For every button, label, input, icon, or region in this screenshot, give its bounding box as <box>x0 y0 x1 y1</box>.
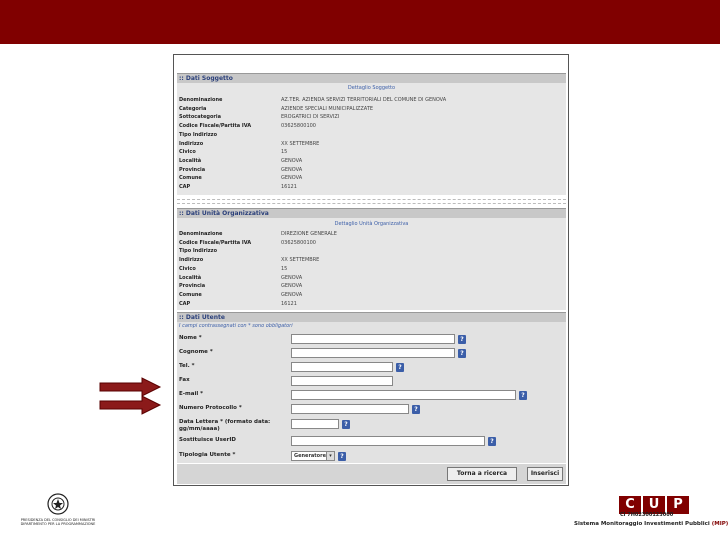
detail-label: Codice Fiscale/Partita IVA <box>179 239 252 246</box>
protocollo-label: Numero Protocollo * <box>179 405 242 411</box>
chevron-down-icon[interactable]: ▾ <box>326 452 334 460</box>
cup-logo-letter: C <box>619 496 641 514</box>
detail-label: Denominazione <box>179 97 223 103</box>
detail-row <box>177 184 557 191</box>
sostituisce-userid-input[interactable] <box>291 436 485 446</box>
detail-row <box>177 231 557 238</box>
cup-form-panel <box>173 54 569 486</box>
cognome-input[interactable] <box>291 348 455 358</box>
detail-label: CAP <box>179 300 191 307</box>
fax-input[interactable] <box>291 376 393 386</box>
cup-code: CI 7H02300123000 <box>620 512 674 518</box>
email-label: E-mail * <box>179 391 204 397</box>
detail-row <box>177 248 557 255</box>
help-icon[interactable]: ? <box>458 349 466 358</box>
mip-caption-text: Sistema Monitoraggio Investimenti Pubblici <box>574 521 710 527</box>
protocollo-input[interactable] <box>291 404 409 414</box>
detail-label: Tipo Indirizzo <box>179 131 218 138</box>
detail-row <box>177 123 557 130</box>
help-icon[interactable]: ? <box>519 391 527 400</box>
detail-label: Civico <box>179 149 196 156</box>
detail-value: XX SETTEMBRE <box>281 257 320 264</box>
detail-row <box>177 132 557 139</box>
detail-label: Provincia <box>179 166 206 173</box>
government-line-1: PRESIDENZA DEL CONSIGLIO DEI MINISTRI <box>20 518 96 522</box>
divider <box>177 203 566 204</box>
government-logo <box>10 492 106 530</box>
detail-label: Categoria <box>179 105 207 112</box>
cognome-label: Cognome * <box>179 349 213 355</box>
utente-form <box>177 322 566 463</box>
detail-row <box>177 106 557 113</box>
detail-label: Località <box>179 157 202 164</box>
detail-row <box>177 141 557 148</box>
detail-row <box>177 301 557 308</box>
detail-value: GENOVA <box>281 166 303 173</box>
dettaglio-soggetto-link[interactable]: Dettaglio Soggetto <box>347 85 396 91</box>
divider <box>177 199 566 200</box>
utente-section-title: :: Dati Utente <box>177 312 566 322</box>
detail-label: Località <box>179 274 202 281</box>
inserisci-button[interactable]: Inserisci <box>527 467 563 481</box>
detail-row <box>177 257 557 264</box>
detail-value: 03625800100 <box>281 123 316 130</box>
detail-value: GENOVA <box>281 274 303 281</box>
mip-caption-accent: (MIP) <box>711 521 728 527</box>
detail-value: GENOVA <box>281 283 303 290</box>
detail-row <box>177 175 557 182</box>
mip-caption <box>574 521 728 527</box>
detail-value: 03625800100 <box>281 239 316 246</box>
detail-label: Indirizzo <box>179 257 204 264</box>
detail-label: Sottocategoria <box>179 114 221 121</box>
detail-value: 15 <box>281 149 288 156</box>
detail-row <box>177 292 557 299</box>
detail-value: 15 <box>281 265 288 272</box>
detail-value: 16121 <box>281 300 297 307</box>
unita-section-title: :: Dati Unità Organizzativa <box>177 208 566 218</box>
tipologia-label: Tipologia Utente * <box>179 452 236 458</box>
detail-value: AZ.TER. AZIENDA SERVIZI TERRITORIALI DEL COMUNE DI GENOVA <box>281 97 447 103</box>
soggetto-section-title: :: Dati Soggetto <box>177 73 566 83</box>
detail-value: GENOVA <box>281 175 303 182</box>
detail-label: Comune <box>179 175 202 182</box>
detail-label: Codice Fiscale/Partita IVA <box>179 123 252 130</box>
data-lettera-format: gg/mm/aaaa) <box>179 426 220 432</box>
tel-input[interactable] <box>291 362 393 372</box>
detail-label: Civico <box>179 265 196 272</box>
detail-value: 16121 <box>281 184 297 190</box>
detail-row <box>177 240 557 247</box>
help-icon[interactable]: ? <box>458 335 466 344</box>
detail-value: AZIENDE SPECIALI MUNICIPALIZZATE <box>281 105 374 112</box>
dettaglio-unita-link[interactable]: Dettaglio Unità Organizzativa <box>334 221 409 227</box>
cup-logo-letter: U <box>643 496 665 514</box>
help-icon[interactable]: ? <box>488 437 496 446</box>
arrow-icon <box>100 378 160 396</box>
torna-a-ricerca-button[interactable]: Torna a ricerca <box>447 467 517 481</box>
detail-label: Provincia <box>179 283 206 290</box>
government-logo-text <box>10 518 106 526</box>
detail-row <box>177 275 557 282</box>
help-icon[interactable]: ? <box>342 420 350 429</box>
detail-label: Denominazione <box>179 231 223 237</box>
detail-row <box>177 283 557 290</box>
data-lettera-label: Data Lettera * (formato data: <box>179 419 271 425</box>
tel-label: Tel. * <box>179 363 195 369</box>
emblem-icon <box>40 492 76 518</box>
detail-value: XX SETTEMBRE <box>281 140 320 147</box>
detail-row <box>177 149 557 156</box>
government-line-2: DIPARTIMENTO PER LA PROGRAMMAZIONE <box>20 522 96 526</box>
detail-value: DIREZIONE GENERALE <box>281 231 337 237</box>
tipologia-value: Generatore <box>294 453 326 459</box>
email-input[interactable] <box>291 390 516 400</box>
detail-row <box>177 266 557 273</box>
help-icon[interactable]: ? <box>396 363 404 372</box>
detail-value: EROGATRICI DI SERVIZI <box>281 114 340 121</box>
fax-label: Fax <box>179 377 190 383</box>
help-icon[interactable]: ? <box>338 452 346 461</box>
help-icon[interactable]: ? <box>412 405 420 414</box>
detail-label: CAP <box>179 184 191 190</box>
nome-input[interactable] <box>291 334 455 344</box>
detail-label: Indirizzo <box>179 140 204 147</box>
detail-row <box>177 97 557 104</box>
detail-label: Comune <box>179 291 202 298</box>
detail-value: GENOVA <box>281 157 303 164</box>
data-lettera-input[interactable] <box>291 419 339 429</box>
header-band <box>0 0 720 44</box>
detail-row <box>177 158 557 165</box>
nome-label: Nome * <box>179 335 202 341</box>
detail-row <box>177 167 557 174</box>
detail-row <box>177 114 557 121</box>
sostituisce-label: Sostituisce UserID <box>179 437 236 443</box>
arrow-icon <box>100 396 160 414</box>
required-fields-note: I campi contrassegnati con * sono obbligatori <box>179 323 293 329</box>
tipologia-select[interactable] <box>291 451 335 461</box>
detail-value: GENOVA <box>281 291 303 298</box>
cup-logo-letter: P <box>667 496 689 514</box>
action-bar <box>177 464 566 484</box>
detail-label: Tipo Indirizzo <box>179 248 218 255</box>
